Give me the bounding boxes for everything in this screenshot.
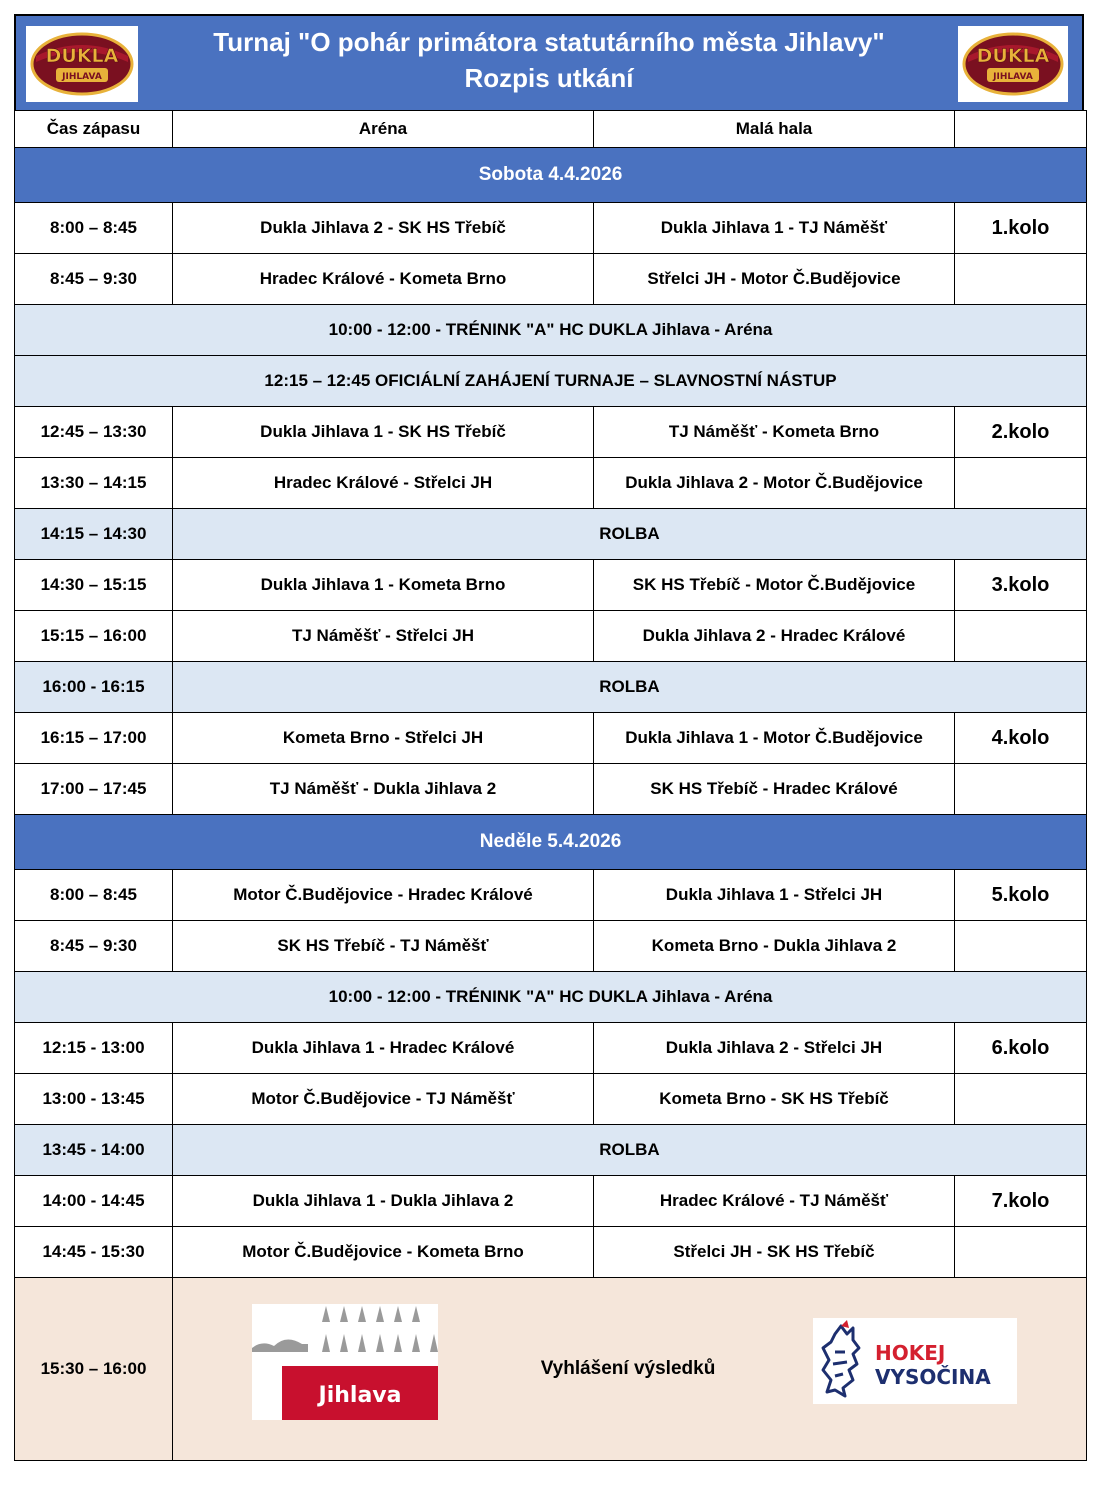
match-round: 6.kolo [955,1023,1087,1074]
hokej-logo-line2: VYSOČINA [875,1365,991,1389]
event-text: 10:00 - 12:00 - TRÉNINK "A" HC DUKLA Jihlava - Aréna [15,305,1087,356]
match-hala: Dukla Jihlava 1 - Střelci JH [594,870,955,921]
logo-right-text: DUKLA [976,45,1050,67]
column-header-row [15,111,1087,148]
match-time: 14:30 – 15:15 [15,560,173,611]
dukla-logo-icon [958,26,1068,102]
rolba-time: 14:15 – 14:30 [15,509,173,560]
match-row [15,458,1087,509]
rolba-label: ROLBA [173,1125,1087,1176]
match-round [955,1227,1087,1278]
final-time: 15:30 – 16:00 [15,1278,173,1461]
event-row [15,972,1087,1023]
rolba-label: ROLBA [173,509,1087,560]
title-line-2: Rozpis utkání [464,63,634,93]
event-text: 10:00 - 12:00 - TRÉNINK "A" HC DUKLA Jihlava - Aréna [15,972,1087,1023]
match-row [15,1176,1087,1227]
match-arena: Dukla Jihlava 1 - SK HS Třebíč [173,407,594,458]
match-time: 8:45 – 9:30 [15,921,173,972]
rolba-row [15,662,1087,713]
match-round: 3.kolo [955,560,1087,611]
match-arena: TJ Náměšť - Dukla Jihlava 2 [173,764,594,815]
match-time: 13:00 - 13:45 [15,1074,173,1125]
rolba-row [15,1125,1087,1176]
hokej-logo-line1: HOKEJ [875,1341,946,1365]
match-round: 5.kolo [955,870,1087,921]
day-header-row [15,815,1087,870]
match-hala: SK HS Třebíč - Hradec Králové [594,764,955,815]
match-arena: Motor Č.Budějovice - Hradec Králové [173,870,594,921]
match-arena: Hradec Králové - Střelci JH [173,458,594,509]
day-label: Sobota 4.4.2026 [15,148,1087,203]
match-round [955,254,1087,305]
match-hala: Dukla Jihlava 1 - Motor Č.Budějovice [594,713,955,764]
lion-icon [813,1318,1017,1404]
jihlava-logo-text: Jihlava [318,1383,402,1408]
match-hala: Dukla Jihlava 2 - Motor Č.Budějovice [594,458,955,509]
final-row [15,1278,1087,1461]
match-round: 1.kolo [955,203,1087,254]
match-row [15,611,1087,662]
match-arena: TJ Náměšť - Střelci JH [173,611,594,662]
match-hala: Kometa Brno - Dukla Jihlava 2 [594,921,955,972]
match-row [15,560,1087,611]
match-arena: Dukla Jihlava 1 - Hradec Králové [173,1023,594,1074]
jihlava-city-logo [252,1304,438,1420]
final-content [173,1278,1087,1461]
match-hala: Hradec Králové - TJ Náměšť [594,1176,955,1227]
final-inner [173,1278,1086,1460]
match-time: 14:00 - 14:45 [15,1176,173,1227]
match-arena: Kometa Brno - Střelci JH [173,713,594,764]
match-time: 14:45 - 15:30 [15,1227,173,1278]
match-time: 8:00 – 8:45 [15,203,173,254]
match-hala: Střelci JH - SK HS Třebíč [594,1227,955,1278]
match-time: 12:45 – 13:30 [15,407,173,458]
match-arena: Dukla Jihlava 1 - Dukla Jihlava 2 [173,1176,594,1227]
match-hala: Střelci JH - Motor Č.Budějovice [594,254,955,305]
column-header-time: Čas zápasu [15,111,173,148]
match-time: 16:15 – 17:00 [15,713,173,764]
match-hala: Dukla Jihlava 2 - Střelci JH [594,1023,955,1074]
column-header-round [955,111,1087,148]
event-row [15,356,1087,407]
match-row [15,203,1087,254]
match-row [15,921,1087,972]
match-time: 17:00 – 17:45 [15,764,173,815]
match-hala: Dukla Jihlava 1 - TJ Náměšť [594,203,955,254]
rolba-label: ROLBA [173,662,1087,713]
page-header [14,14,1084,110]
logo-right-sub: JIHLAVA [993,72,1033,82]
rolba-time: 13:45 - 14:00 [15,1125,173,1176]
title-line-1: Turnaj "O pohár primátora statutárního města Jihlavy" [213,27,885,57]
match-round [955,1074,1087,1125]
match-row [15,764,1087,815]
jihlava-logo-icon [252,1304,438,1420]
page-title [16,24,1082,96]
match-time: 12:15 - 13:00 [15,1023,173,1074]
match-arena: Motor Č.Budějovice - Kometa Brno [173,1227,594,1278]
match-arena: Motor Č.Budějovice - TJ Náměšť [173,1074,594,1125]
match-time: 15:15 – 16:00 [15,611,173,662]
logo-left-text: DUKLA [45,45,119,67]
match-time: 8:00 – 8:45 [15,870,173,921]
logo-left-sub: JIHLAVA [62,72,102,82]
match-hala: SK HS Třebíč - Motor Č.Budějovice [594,560,955,611]
hokej-vysocina-logo [813,1318,1017,1404]
match-hala: Kometa Brno - SK HS Třebíč [594,1074,955,1125]
match-arena: Dukla Jihlava 1 - Kometa Brno [173,560,594,611]
match-round [955,458,1087,509]
match-round [955,921,1087,972]
match-hala: TJ Náměšť - Kometa Brno [594,407,955,458]
rolba-time: 16:00 - 16:15 [15,662,173,713]
dukla-logo-right [958,26,1068,102]
match-row [15,713,1087,764]
match-arena: Hradec Králové - Kometa Brno [173,254,594,305]
match-round [955,764,1087,815]
day-header-row [15,148,1087,203]
event-row [15,305,1087,356]
match-round [955,611,1087,662]
match-row [15,1074,1087,1125]
match-round: 7.kolo [955,1176,1087,1227]
match-row [15,1227,1087,1278]
match-time: 8:45 – 9:30 [15,254,173,305]
column-header-hala: Malá hala [594,111,955,148]
awards-label: Vyhlášení výsledků [540,1358,716,1379]
event-text: 12:15 – 12:45 OFICIÁLNÍ ZAHÁJENÍ TURNAJE – SLAVNOSTNÍ NÁSTUP [15,356,1087,407]
match-row [15,870,1087,921]
rolba-row [15,509,1087,560]
column-header-arena: Aréna [173,111,594,148]
match-arena: SK HS Třebíč - TJ Náměšť [173,921,594,972]
day-label: Neděle 5.4.2026 [15,815,1087,870]
match-row [15,254,1087,305]
match-time: 13:30 – 14:15 [15,458,173,509]
match-round: 2.kolo [955,407,1087,458]
match-round: 4.kolo [955,713,1087,764]
match-row [15,1023,1087,1074]
schedule-table [14,110,1087,1461]
match-row [15,407,1087,458]
match-arena: Dukla Jihlava 2 - SK HS Třebíč [173,203,594,254]
match-hala: Dukla Jihlava 2 - Hradec Králové [594,611,955,662]
